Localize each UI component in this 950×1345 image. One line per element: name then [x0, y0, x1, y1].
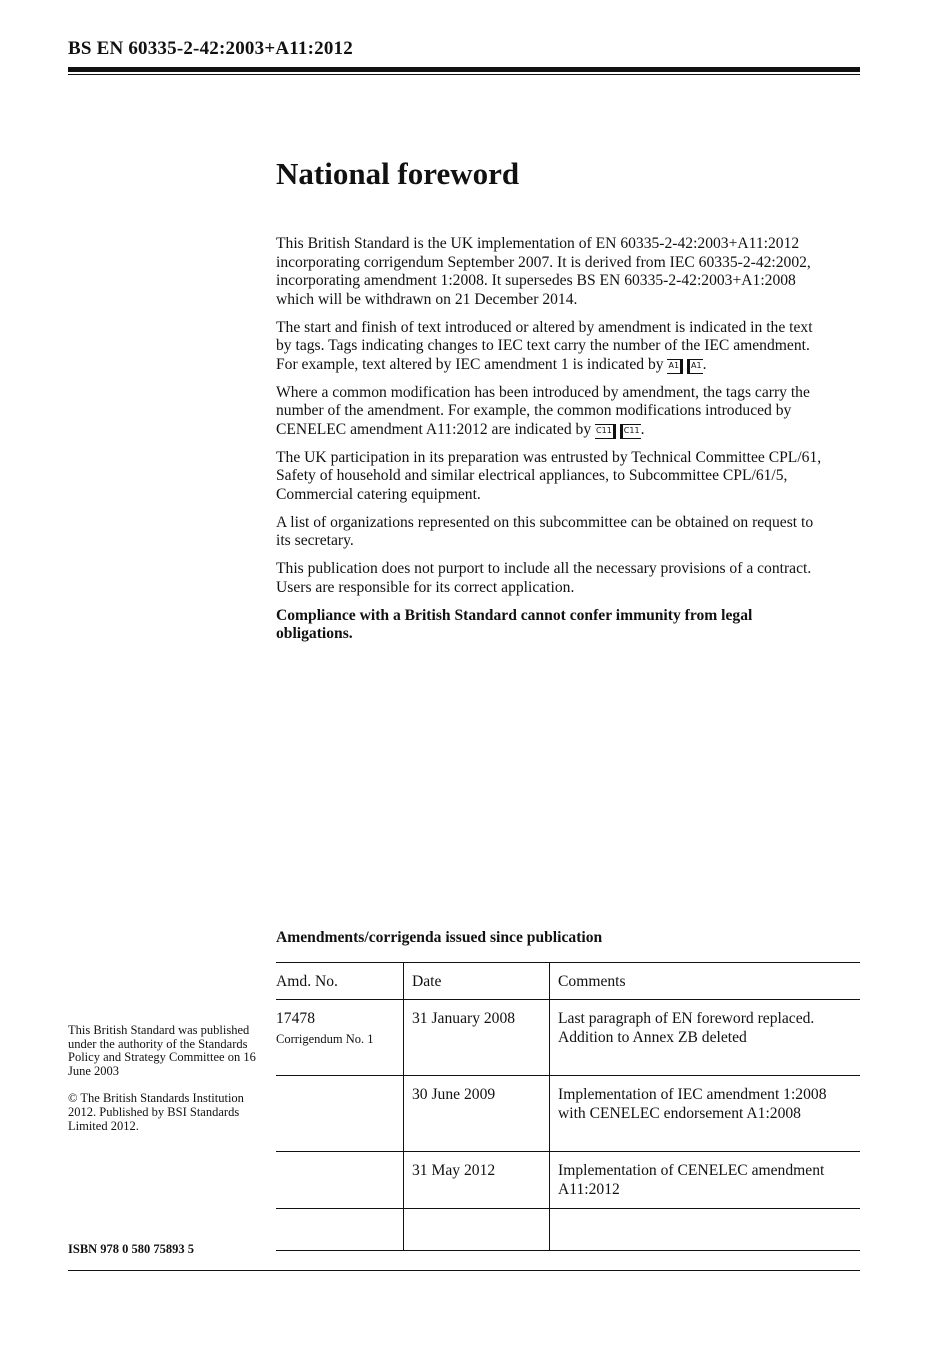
- paragraph-implementation: This British Standard is the UK implementation of EN 60335-2-42:2003+A11:2012 incorporating corrigendum September 2007. It is derived from IEC 60335-2-42:2002, incorporating amendment 1:2008. It supersedes BS EN 60335-2-42:2003+A1:2008 which will be withdrawn on 21 December 2014.: [276, 235, 811, 308]
- column-header-comments: Comments: [550, 963, 861, 1000]
- date-cell: [404, 1209, 550, 1251]
- amd-no-cell: [276, 1000, 404, 1076]
- header-rule-thick: [68, 67, 860, 72]
- column-header-amd-no: Amd. No.: [276, 963, 404, 1000]
- amendment-end-tag-icon: A1: [687, 359, 703, 374]
- page-title: National foreword: [276, 156, 520, 191]
- paragraph-compliance: Compliance with a British Standard cannot confer immunity from legal obligations.: [276, 606, 753, 642]
- copyright-note: © The British Standards Institution 2012. Published by BSI Standards Limited 2012.: [68, 1091, 244, 1133]
- common-modification-end-tag-icon: C11: [620, 424, 641, 439]
- header-rule-thin: [68, 74, 860, 75]
- table-row: [276, 1076, 860, 1152]
- comments-cell: Implementation of CENELEC amendment A11:2012: [550, 1152, 861, 1209]
- amd-no-cell: [276, 1076, 404, 1152]
- footer-rule: [68, 1270, 860, 1271]
- table-row: [276, 1152, 860, 1209]
- publication-sidebar: [68, 1024, 258, 1147]
- date-cell: 31 January 2008: [404, 1000, 550, 1076]
- table-row: [276, 1000, 860, 1076]
- paragraph-uk-participation: The UK participation in its preparation was entrusted by Technical Committee CPL/61, Safety of household and similar electrical appliances, to Subcommittee CPL/61/5, Commercial catering equipment.: [276, 448, 822, 503]
- comments-cell: Last paragraph of EN foreword replaced. Addition to Annex ZB deleted: [550, 1000, 861, 1076]
- column-header-date: Date: [404, 963, 550, 1000]
- amendments-table: [276, 962, 860, 1251]
- isbn: ISBN 978 0 580 75893 5: [68, 1242, 195, 1256]
- amd-sub: Corrigendum No. 1: [276, 1032, 374, 1046]
- comments-cell: [550, 1209, 861, 1251]
- paragraph-organizations: A list of organizations represented on this subcommittee can be obtained on request to its secretary.: [276, 513, 814, 549]
- paragraph-common-modification: [276, 384, 826, 440]
- paragraph-amendment-tags: [276, 319, 826, 375]
- paragraph-text: .: [640, 420, 645, 438]
- document-standard-id: BS EN 60335-2-42:2003+A11:2012: [68, 38, 353, 59]
- date-cell: 30 June 2009: [404, 1076, 550, 1152]
- amd-no: 17478: [276, 1010, 315, 1027]
- foreword-body: [276, 235, 826, 653]
- date-cell: 31 May 2012: [404, 1152, 550, 1209]
- amendment-start-tag-icon: A1: [667, 359, 683, 374]
- paragraph-text: Where a common modification has been introduced by amendment, the tags carry the number of the amendment. For example, the common modifications introduced by CENELEC amendment A11:2012 are indicated by: [276, 383, 810, 438]
- amd-no-cell: [276, 1209, 404, 1251]
- amd-no-cell: [276, 1152, 404, 1209]
- paragraph-contract: This publication does not purport to include all the necessary provisions of a contract. Users are responsible for its correct application.: [276, 560, 812, 596]
- paragraph-text: .: [702, 355, 707, 373]
- common-modification-start-tag-icon: C11: [595, 424, 616, 439]
- publication-note: This British Standard was published under the authority of the Standards Policy and Strategy Committee on 16 June 2003: [68, 1023, 256, 1078]
- table-row: [276, 1209, 860, 1251]
- comments-cell: Implementation of IEC amendment 1:2008 with CENELEC endorsement A1:2008: [550, 1076, 861, 1152]
- amendments-heading: Amendments/corrigenda issued since publication: [276, 929, 603, 946]
- table-header-row: [276, 963, 860, 1000]
- paragraph-text: The start and finish of text introduced or altered by amendment is indicated in the text by tags. Tags indicating changes to IEC text carry the number of the IEC amendment. For example, text altered by IEC amendment 1 is indicated by: [276, 318, 813, 373]
